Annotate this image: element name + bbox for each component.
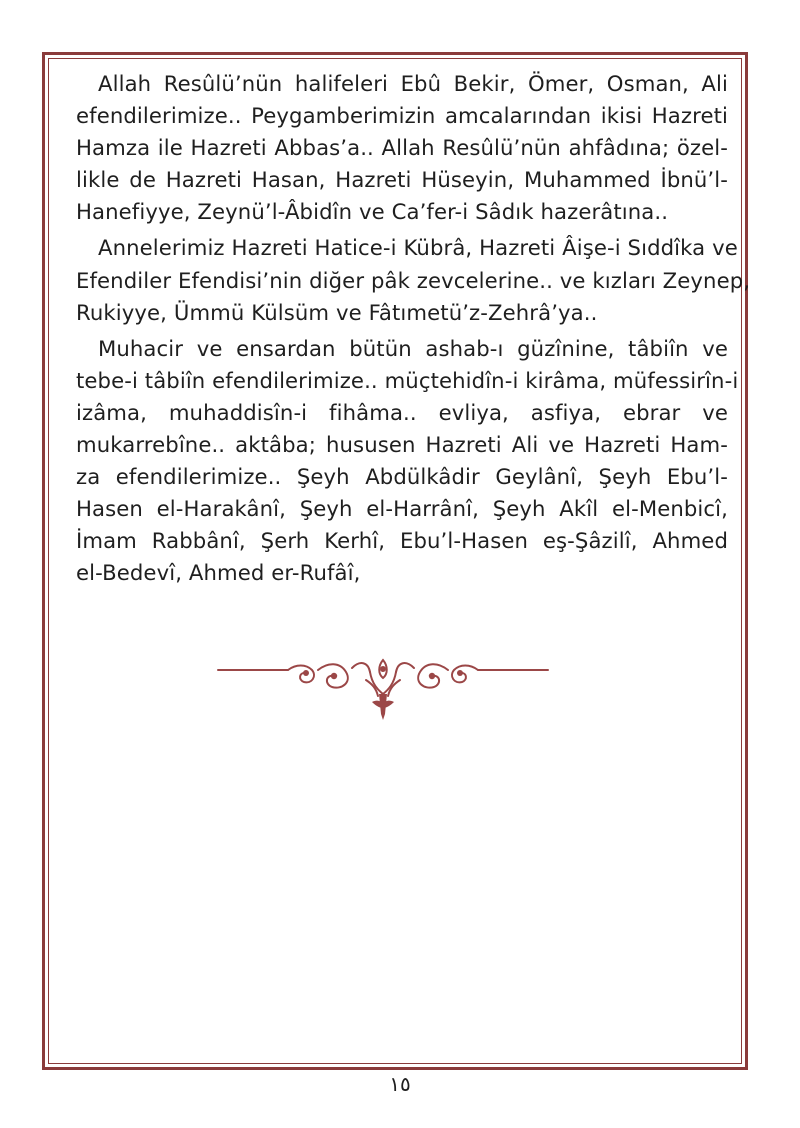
paragraph-1 [76,68,728,228]
paragraph-line: likle de Hazreti Hasan, Hazreti Hüseyin, Muhammed İbnü’l- [76,167,728,193]
paragraph-line: İmam Rabbânî, Şerh Kerhî, Ebu’l-Hasen eş-Şâzilî, Ahmed [76,528,728,554]
paragraph-line: Hanefiyye, Zeynü’l-Âbidîn ve Ca’fer-i Sâdık hazerâtına.. [76,199,669,225]
paragraph-line: Allah Resûlü’nün halifeleri Ebû Bekir, Ömer, Osman, Ali [98,71,728,96]
paragraph-3 [76,333,739,590]
paragraph-line: za efendilerimize.. Şeyh Abdülkâdir Geylânî, Şeyh Ebu’l- [76,464,728,490]
paragraph-line: Hamza ile Hazreti Abbas’a.. Allah Resûlü’nün ahfâdına; özel- [76,135,728,161]
paragraph-2 [76,232,751,328]
paragraph-line: mukarrebîne.. aktâba; hususen Hazreti Ali ve Hazreti Ham- [76,432,728,458]
paragraph-line: Efendiler Efendisi’nin diğer pâk zevcelerine.. ve kızları Zeynep, [76,267,751,293]
page-number: ١٥ [389,1072,411,1096]
paragraph-line: Hasen el-Harakânî, Şeyh el-Harrânî, Şeyh Akîl el-Menbicî, [76,496,728,522]
paragraph-line: tebe-i tâbiîn efendilerimize.. müçtehidîn-i kirâma, müfessirîn-i [76,367,739,393]
paragraph-line: Rukiyye, Ümmü Külsüm ve Fâtımetü’z-Zehrâ’ya.. [76,299,598,325]
paragraph-line: Annelerimiz Hazreti Hatice-i Kübrâ, Hazreti Âişe-i Sıddîka ve [98,235,738,261]
paragraph-line: Muhacir ve ensardan bütün ashab-ı güzînine, tâbiîn ve [98,335,728,361]
paragraph-line: el-Bedevî, Ahmed er-Rufâî, [76,560,361,586]
paragraph-line: izâma, muhaddisîn-i fihâma.. evliya, asfiya, ebrar ve [76,399,728,425]
page-text [76,68,751,594]
decorative-scroll-divider-icon [216,654,550,724]
paragraph-line: efendilerimize.. Peygamberimizin amcalarından ikisi Hazreti [76,103,728,129]
